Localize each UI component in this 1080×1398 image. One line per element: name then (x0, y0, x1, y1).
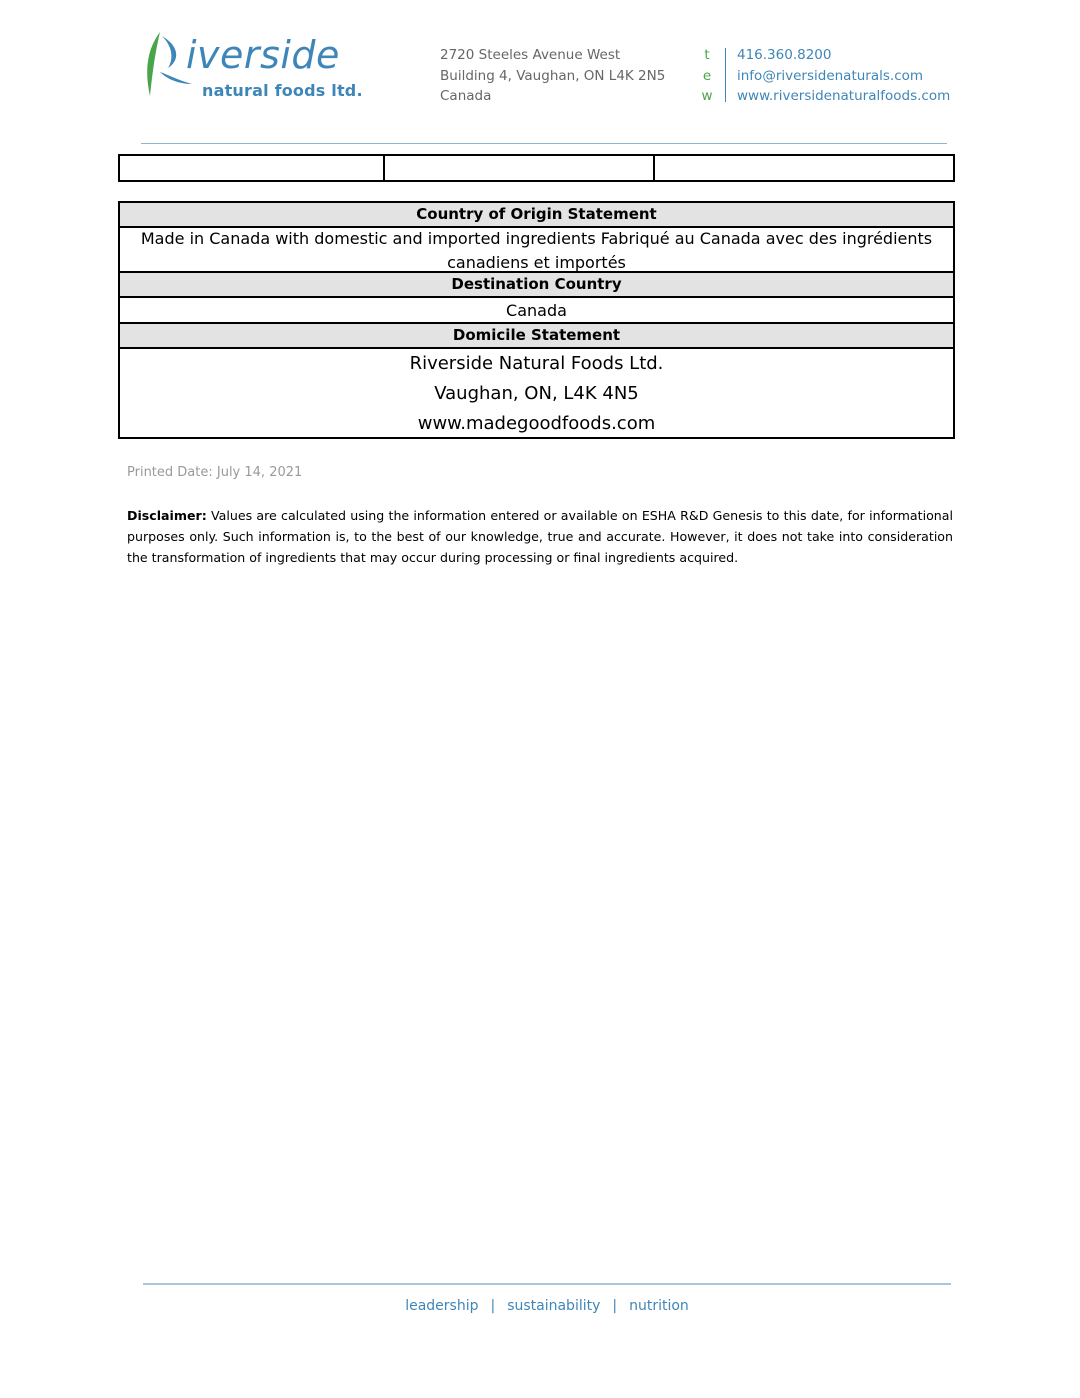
phone-label: t (704, 47, 710, 63)
footer-separator: | (612, 1298, 618, 1314)
web-label: w (701, 88, 713, 104)
company-logo (138, 28, 378, 103)
domicile-text (120, 349, 953, 439)
empty-info-table (118, 154, 955, 182)
footer-tagline (0, 1298, 1080, 1314)
origin-heading: Country of Origin Statement (120, 203, 953, 228)
website-link[interactable]: www.riversidenaturalfoods.com (737, 88, 951, 104)
address-line: Building 4, Vaughan, ON L4K 2N5 (440, 67, 666, 84)
footer-separator: | (490, 1298, 496, 1314)
destination-text: Canada (120, 298, 953, 324)
empty-cell (383, 156, 653, 180)
email-link[interactable]: info@riversidenaturals.com (737, 67, 924, 84)
domicile-heading: Domicile Statement (120, 324, 953, 349)
domicile-company: Riverside Natural Foods Ltd. (409, 353, 664, 374)
origin-text: Made in Canada with domestic and imported ingredients Fabriqué au Canada avec des ingrédients canadiens et importés (120, 227, 953, 273)
footer-tag-leadership: leadership (405, 1298, 479, 1314)
company-address (440, 45, 665, 107)
footer-tag-sustainability: sustainability (507, 1298, 601, 1314)
footer-divider (143, 1283, 951, 1285)
address-line: 2720 Steeles Avenue West (440, 47, 621, 63)
disclaimer-text: Values are calculated using the information entered or available on ESHA R&D Genesis to this date, for informational purposes only. Such information is, to the best of our knowledge, true and accurate. However, it does not take into consideration the transformation of ingredients that may occur during processing or final ingredients acquired. (127, 508, 953, 565)
address-line: Canada (440, 88, 492, 104)
disclaimer-label: Disclaimer: (127, 508, 207, 523)
domicile-website[interactable]: www.madegoodfoods.com (417, 413, 656, 434)
statement-table (118, 201, 955, 439)
empty-cell (120, 156, 383, 180)
contact-divider (725, 48, 726, 102)
email-label: e (702, 67, 712, 84)
domicile-city: Vaughan, ON, L4K 4N5 (434, 383, 639, 404)
empty-cell (653, 156, 953, 180)
contact-labels (700, 45, 714, 107)
header-divider (141, 143, 947, 144)
logo-wordmark: iverside (186, 33, 340, 77)
contact-values (737, 45, 950, 107)
disclaimer (127, 505, 953, 568)
printed-date: Printed Date: July 14, 2021 (127, 465, 303, 480)
logo-subtitle: natural foods ltd. (202, 81, 363, 100)
destination-heading: Destination Country (120, 273, 953, 298)
phone-number[interactable]: 416.360.8200 (737, 47, 832, 63)
footer-tag-nutrition: nutrition (629, 1298, 689, 1314)
